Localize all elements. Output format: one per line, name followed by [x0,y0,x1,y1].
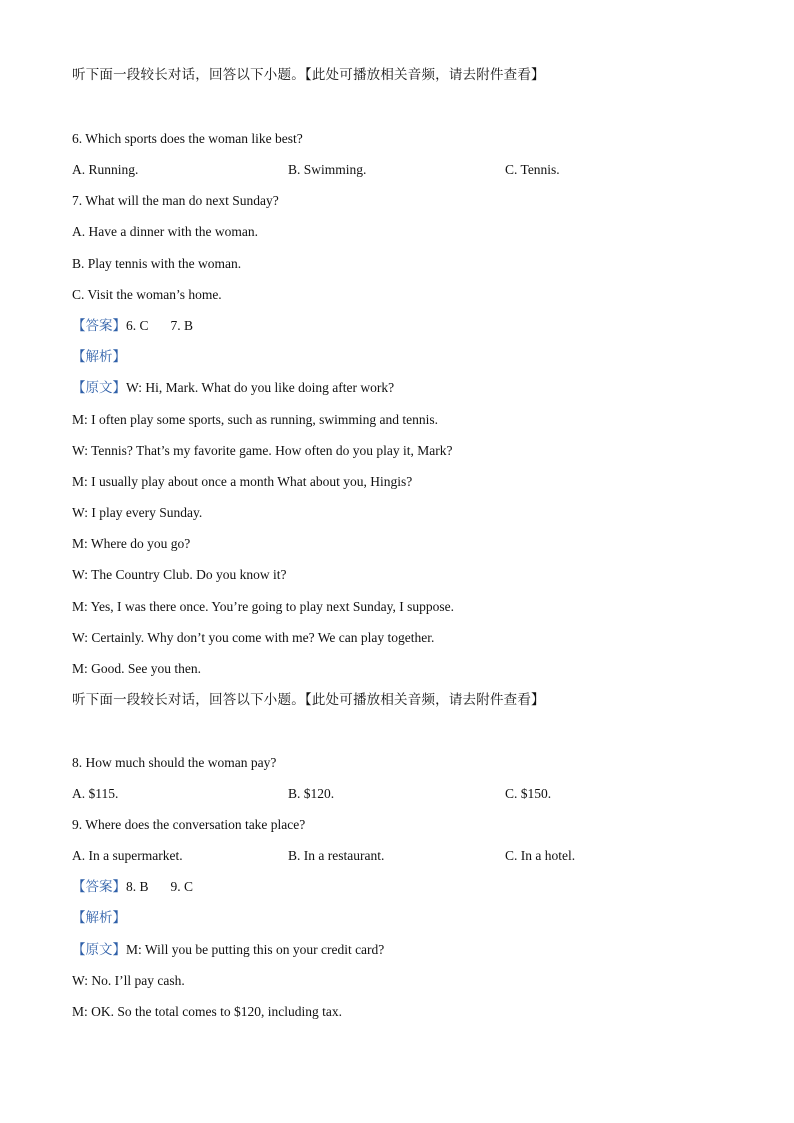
q8-option-b: B. $120. [288,786,335,801]
q6-option-c: C. Tennis. [505,162,560,177]
q9-option-b: B. In a restaurant. [288,848,385,863]
transcript-tag: 【原文】 [72,942,126,958]
transcript-line-5: W: I play every Sunday. [72,505,203,520]
transcript-line-9: W: Certainly. Why don’t you come with me? We can play together. [72,630,435,645]
question-9: 9. Where does the conversation take place? [72,817,306,832]
answer-tag: 【答案】 [72,879,126,895]
transcript-line-4: M: I usually play about once a month What about you, Hingis? [72,474,413,489]
section2-instruction: 听下面一段较长对话，回答以下小题。【此处可播放相关音频，请去附件查看】 [72,692,545,708]
q9-option-c: C. In a hotel. [505,848,576,863]
q7-option-c: C. Visit the woman’s home. [72,287,222,302]
q7-option-b: B. Play tennis with the woman. [72,256,242,271]
transcript2-line-2: W: No. I’ll pay cash. [72,973,185,988]
transcript-line-3: W: Tennis? That’s my favorite game. How often do you play it, Mark? [72,443,453,458]
q8-option-a: A. $115. [72,786,119,801]
transcript-line-1: 【原文】W: Hi, Mark. What do you like doing after work? [72,380,395,396]
question-8: 8. How much should the woman pay? [72,755,277,770]
transcript-line-8: M: Yes, I was there once. You’re going to play next Sunday, I suppose. [72,599,454,614]
q6-option-a: A. Running. [72,162,139,177]
q7-option-a: A. Have a dinner with the woman. [72,224,258,239]
q8-option-c: C. $150. [505,786,552,801]
analysis-tag-1: 【解析】 [72,349,126,365]
answer-tag: 【答案】 [72,318,126,334]
answer-line-1 [72,317,193,335]
transcript-line-10: M: Good. See you then. [72,661,201,676]
answer-6: 6. C [126,318,149,333]
answer-7: 7. B [170,318,194,333]
question-7: 7. What will the man do next Sunday? [72,193,279,208]
q9-option-a: A. In a supermarket. [72,848,183,863]
transcript2-line-3: M: OK. So the total comes to $120, including tax. [72,1004,342,1019]
q6-option-b: B. Swimming. [288,162,367,177]
answer-line-2 [72,878,193,896]
transcript-line-6: M: Where do you go? [72,536,191,551]
answer-9: 9. C [170,879,194,894]
question-6: 6. Which sports does the woman like best? [72,131,303,146]
transcript-tag: 【原文】 [72,380,126,396]
transcript-line-2: M: I often play some sports, such as running, swimming and tennis. [72,412,438,427]
section1-instruction: 听下面一段较长对话，回答以下小题。【此处可播放相关音频，请去附件查看】 [72,67,545,83]
answer-8: 8. B [126,879,149,894]
analysis-tag-2: 【解析】 [72,910,126,926]
transcript2-line-1: 【原文】M: Will you be putting this on your credit card? [72,942,385,958]
transcript-line-7: W: The Country Club. Do you know it? [72,567,287,582]
